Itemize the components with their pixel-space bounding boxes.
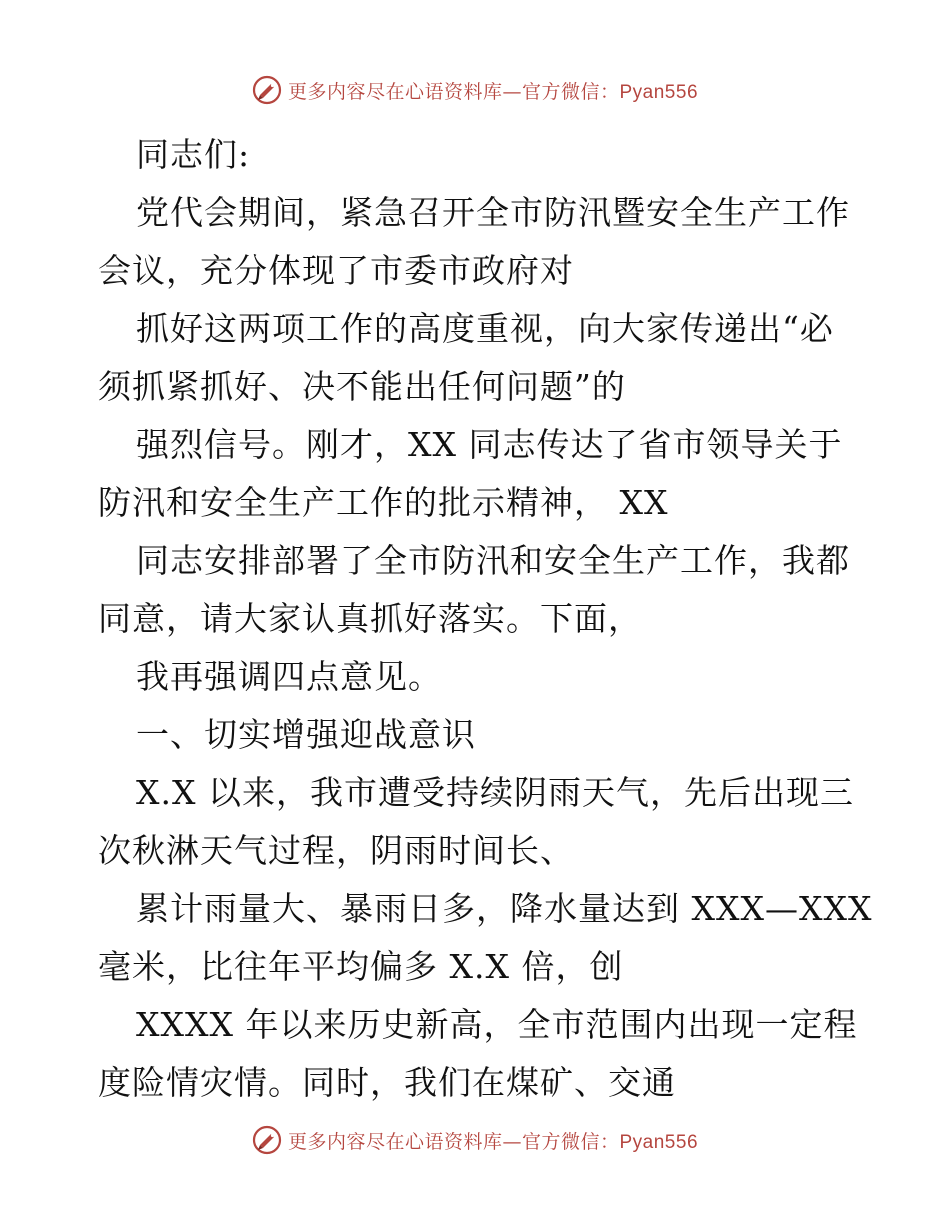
text-line: 同意，请大家认真抓好落实。下面， (98, 599, 642, 638)
header-watermark (0, 70, 950, 110)
text-line: 同志们: (136, 135, 251, 174)
text-line: 一、切实增强迎战意识 (136, 715, 476, 754)
pen-logo-icon (252, 1125, 282, 1155)
watermark-text: 更多内容尽在心语资料库—官方微信：Pyan556 (287, 80, 699, 103)
text-line: 党代会期间，紧急召开全市防汛暨安全生产工作 (136, 193, 850, 232)
text-line: 毫米，比往年平均偏多 X.X 倍，创 (98, 947, 624, 986)
text-line: 须抓紧抓好、决不能出任何问题”的 (98, 367, 626, 406)
text-line: 抓好这两项工作的高度重视，向大家传递出“必 (136, 309, 834, 348)
text-line: 累计雨量大、暴雨日多，降水量达到 XXX—XXX (136, 889, 873, 928)
text-line: X.X 以来，我市遭受持续阴雨天气，先后出现三 (136, 773, 854, 812)
watermark-text: 更多内容尽在心语资料库—官方微信：Pyan556 (287, 1130, 699, 1153)
pen-logo-icon (252, 75, 282, 105)
text-line: 同志安排部署了全市防汛和安全生产工作，我都 (136, 541, 850, 580)
text-line: 度险情灾情。同时，我们在煤矿、交通 (98, 1063, 676, 1102)
text-line: 我再强调四点意见。 (136, 657, 442, 696)
text-line: 会议，充分体现了市委市政府对 (98, 251, 574, 290)
text-line: 防汛和安全生产工作的批示精神， XX (98, 483, 669, 522)
footer-watermark (0, 1120, 950, 1160)
text-line: 强烈信号。刚才，XX 同志传达了省市领导关于 (136, 425, 843, 464)
text-line: 次秋淋天气过程，阴雨时间长、 (98, 831, 574, 870)
document-body (98, 126, 873, 1112)
text-line: XXXX 年以来历史新高，全市范围内出现一定程 (136, 1005, 858, 1044)
